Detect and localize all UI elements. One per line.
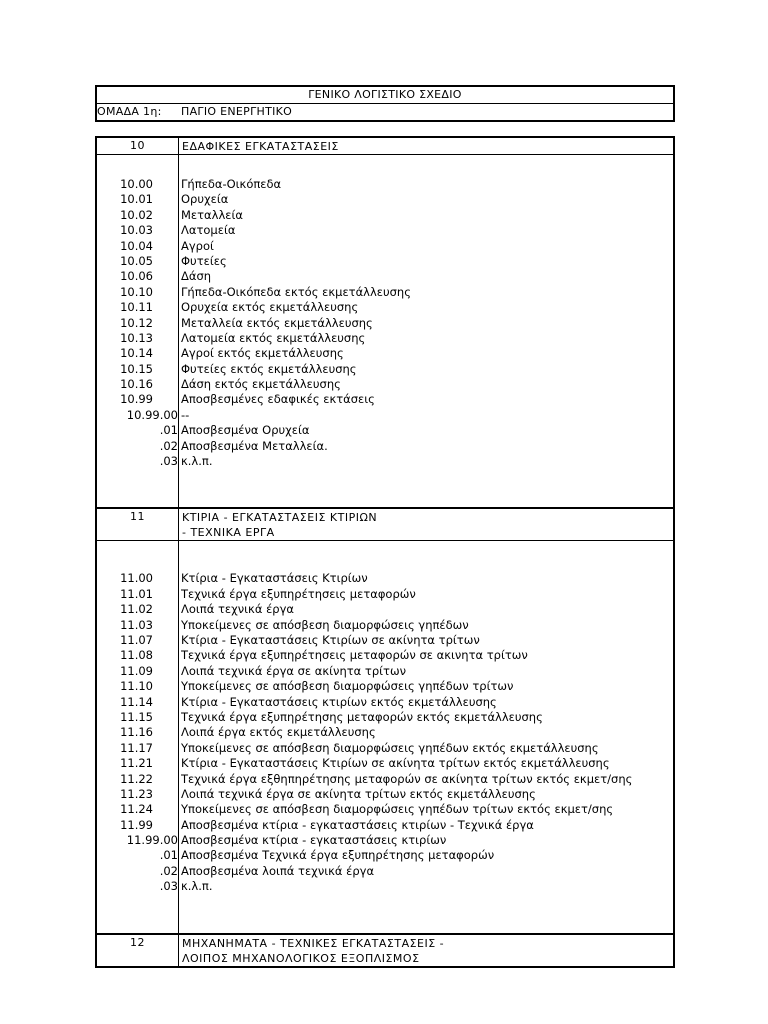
account-description: Μεταλλεία εκτός εκμετάλλευσης [181, 315, 373, 330]
group-label: ΟΜΑΔΑ 1η: [97, 105, 162, 118]
account-code: .03 [159, 879, 178, 894]
account-code: 11.15 [120, 709, 153, 724]
group-value: ΠΑΓΙΟ ΕΝΕΡΓΗΤΙΚΟ [181, 105, 293, 118]
account-code: 10.11 [120, 300, 153, 315]
account-code: 11.21 [120, 756, 153, 771]
account-code: 11.16 [120, 725, 153, 740]
account-code: 10.05 [120, 253, 153, 268]
section-body [97, 541, 673, 932]
account-description: Κτίρια - Εγκαταστάσεις Κτιρίων [181, 571, 368, 586]
account-description: Υποκείμενες σε απόσβεση διαμορφώσεις γηπέδων εκτός εκμετάλλευσης [181, 740, 599, 755]
account-description: Αποσβεσμένες εδαφικές εκτάσεις [181, 392, 375, 407]
account-code: 11.99 [120, 817, 153, 832]
account-description: Λοιπά έργα εκτός εκμετάλλευσης [181, 725, 376, 740]
account-code: .01 [159, 848, 178, 863]
account-description: Τεχνικά έργα εξυπηρέτησεις μεταφορών [181, 586, 416, 601]
account-code: 11.09 [120, 663, 153, 678]
section-header [97, 509, 673, 541]
account-description: Τεχνικά έργα εξυπηρέτησεις μεταφορών σε ακινητα τρίτων [181, 648, 528, 663]
account-code: 10.03 [120, 223, 153, 238]
account-description: Αποσβεσμένα Τεχνικά έργα εξυπηρέτησης μεταφορών [181, 848, 495, 863]
account-code: 10.01 [120, 192, 153, 207]
section-title-line: ΜΗΧΑΝΗΜΑΤΑ - ΤΕΧΝΙΚΕΣ ΕΓΚΑΤΑΣΤΑΣΕΙΣ - [182, 936, 445, 950]
account-code: .03 [159, 454, 178, 469]
account-code: 11.08 [120, 648, 153, 663]
section-title-line: ΕΔΑΦΙΚΕΣ ΕΓΚΑΤΑΣΤΑΣΕΙΣ [182, 140, 339, 153]
section-title [179, 509, 673, 540]
account-description: Τεχνικά έργα εξθηπηρέτησης μεταφορών σε ακίνητα τρίτων εκτός εκμετ/σης [181, 771, 633, 786]
code-column [97, 155, 179, 507]
document-title: ΓΕΝΙΚΟ ΛΟΓΙΣΤΙΚΟ ΣΧΕΔΙΟ [97, 87, 673, 104]
account-code: 11.01 [120, 586, 153, 601]
account-code: 10.16 [120, 377, 153, 392]
account-description: Λοιπά τεχνικά έργα σε ακίνητα τρίτων εκτός εκμετάλλευσης [181, 786, 536, 801]
account-code: 10.10 [120, 284, 153, 299]
account-code: 11.10 [120, 679, 153, 694]
account-section-12 [95, 935, 675, 968]
account-code: 10.02 [120, 207, 153, 222]
account-description: Αγροί εκτός εκμετάλλευσης [181, 346, 344, 361]
account-code: 11.99.00 [126, 833, 178, 848]
section-title [179, 935, 673, 966]
account-description: Φυτείες εκτός εκμετάλλευσης [181, 361, 357, 376]
account-description: Δάση [181, 269, 212, 284]
account-description: -- [181, 407, 190, 422]
account-code: 10.12 [120, 315, 153, 330]
account-code: .02 [159, 438, 178, 453]
group-row [97, 104, 673, 120]
account-description: Δάση εκτός εκμετάλλευσης [181, 377, 341, 392]
section-body [97, 155, 673, 507]
account-code: .02 [159, 863, 178, 878]
section-code: 11 [97, 509, 179, 540]
account-code: 11.17 [120, 740, 153, 755]
account-description: Κτίρια - Εγκαταστάσεις Κτιρίων σε ακίνητα τρίτων [181, 632, 480, 647]
account-description: Υποκείμενες σε απόσβεση διαμορφώσεις γηπέδων τρίτων εκτός εκμετ/σης [181, 802, 614, 817]
account-description: Ορυχεία [181, 192, 229, 207]
account-description: Ορυχεία εκτός εκμετάλλευσης [181, 300, 359, 315]
account-description: Υποκείμενες σε απόσβεση διαμορφώσεις γηπέδων [181, 617, 469, 632]
account-code: 10.13 [120, 330, 153, 345]
account-description: Κτίρια - Εγκαταστάσεις κτιρίων εκτός εκμετάλλευσης [181, 694, 497, 709]
account-code: 11.02 [120, 602, 153, 617]
account-code: 10.06 [120, 269, 153, 284]
account-description: Λοιπά τεχνικά έργα [181, 602, 294, 617]
account-code: 11.03 [120, 617, 153, 632]
section-code: 12 [97, 935, 179, 966]
account-description: Λατομεία εκτός εκμετάλλευσης [181, 330, 366, 345]
account-description: Αγροί [181, 238, 214, 253]
account-description: Αποσβεσμένα Μεταλλεία. [181, 438, 328, 453]
account-description: Μεταλλεία [181, 207, 243, 222]
account-description: Αποσβεσμένα λοιπά τεχνικά έργα [181, 863, 375, 878]
account-sections [95, 136, 675, 968]
account-description: Αποσβεσμένα Ορυχεία [181, 423, 310, 438]
account-code: 10.99 [120, 392, 153, 407]
account-code: 11.23 [120, 786, 153, 801]
account-code: 10.04 [120, 238, 153, 253]
account-code: 10.14 [120, 346, 153, 361]
account-description: Υποκείμενες σε απόσβεση διαμορφώσεις γηπέδων τρίτων [181, 679, 514, 694]
account-section-11 [95, 509, 675, 934]
account-description: Φυτείες [181, 253, 227, 268]
description-column [179, 541, 673, 932]
accounting-plan-sheet [95, 85, 675, 968]
account-code: 10.99.00 [126, 407, 178, 422]
code-column [97, 541, 179, 932]
account-description: Αποσβεσμένα κτίρια - εγκαταστάσεις κτιρίων [181, 833, 447, 848]
sheet-header [95, 85, 675, 122]
account-description: Γήπεδα-Οικόπεδα [181, 177, 282, 191]
account-code: 11.14 [120, 694, 153, 709]
account-section-10 [95, 136, 675, 509]
account-description: Λοιπά τεχνικά έργα σε ακίνητα τρίτων [181, 663, 406, 678]
section-header [97, 138, 673, 155]
account-description: Αποσβεσμένα κτίρια - εγκαταστάσεις κτιρίων - Τεχνικά έργα [181, 817, 534, 832]
account-code: 11.07 [120, 632, 153, 647]
section-code: 10 [97, 138, 179, 154]
section-title-line: ΛΟΙΠΟΣ ΜΗΧΑΝΟΛΟΓΙΚΟΣ ΕΞΟΠΛΙΣΜΟΣ [182, 951, 420, 965]
account-description: Τεχνικά έργα εξυπηρέτησης μεταφορών εκτός εκμετάλλευσης [181, 709, 543, 724]
account-description: Γήπεδα-Οικόπεδα εκτός εκμετάλλευσης [181, 284, 411, 299]
account-code: 11.24 [120, 802, 153, 817]
account-description: Λατομεία [181, 223, 236, 238]
account-description: κ.λ.π. [181, 879, 213, 894]
account-code: 11.00 [120, 571, 153, 586]
account-code: 10.15 [120, 361, 153, 376]
section-title-line: ΚΤΙΡΙΑ - ΕΓΚΑΤΑΣΤΑΣΕΙΣ ΚΤΙΡΙΩΝ [182, 511, 378, 525]
account-description: κ.λ.π. [181, 454, 213, 469]
account-code: 11.22 [120, 771, 153, 786]
account-code: 10.00 [120, 177, 153, 191]
account-description: Κτίρια - Εγκαταστάσεις Κτιρίων σε ακίνητα τρίτων εκτός εκμετάλλευσης [181, 756, 610, 771]
account-code: .01 [159, 423, 178, 438]
section-title-line: - ΤΕΧΝΙΚΑ ΕΡΓΑ [182, 526, 275, 540]
section-title [179, 138, 673, 154]
section-header [97, 935, 673, 966]
description-column [179, 155, 673, 507]
